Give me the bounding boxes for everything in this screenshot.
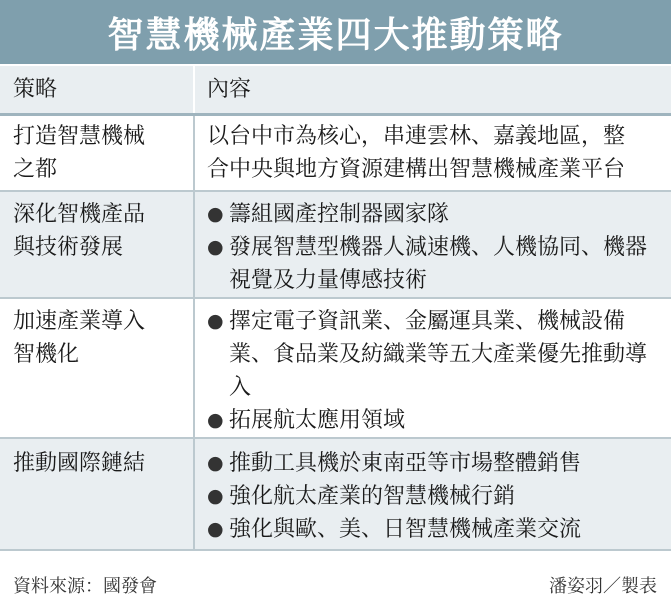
bullet-text: 拓展航太應用領域 [229,408,406,433]
strategy-table [0,66,671,551]
bullet-item [207,198,663,231]
bullet-item [207,404,663,437]
bullet-dot-icon: ● [207,452,224,474]
bullet-item [207,231,663,297]
content-cell [194,191,671,298]
strategy-cell [0,298,194,438]
footer [0,564,671,605]
bullet-item [207,305,663,404]
table-row [0,438,671,550]
bullet-text: 推動工具機於東南亞等市場整體銷售 [229,451,582,476]
bullet-dot-icon: ● [207,203,224,225]
content-cell [194,438,671,550]
bullet-text: 強化與歐、美、日智慧機械產業交流 [229,517,582,542]
bullet-item [207,480,663,513]
strategy-text: 智機化 [13,342,80,367]
bullet-dot-icon: ● [207,485,224,507]
table-row [0,298,671,438]
content-text: 合中央與地方資源建構出智慧機械產業平台 [207,157,626,182]
strategy-cell [0,115,194,192]
bullet-text: 發展智慧型機器人減速機、人機協同、機器視覺及力量傳感技術 [229,235,648,293]
strategy-cell [0,438,194,550]
strategy-text: 推動國際鏈結 [13,451,146,476]
bullet-item [207,513,663,546]
bullet-item [207,447,663,480]
content-text: 以台中市為核心，串連雲林、嘉義地區，整 [207,124,626,149]
strategy-text: 之都 [13,157,58,182]
strategy-text: 加速產業導入 [13,309,146,334]
content-cell [194,115,671,192]
bullet-dot-icon: ● [207,236,224,258]
strategy-text: 深化智機產品 [13,202,146,227]
title-bar [0,0,671,64]
bullet-text: 擇定電子資訊業、金屬運具業、機械設備業、食品業及紡織業等五大產業優先推動導入 [229,309,648,400]
credit-note: 潘姿羽／製表 [549,575,657,597]
header-strategy: 策略 [0,66,194,115]
strategy-text: 打造智慧機械 [13,124,146,149]
bullet-text: 籌組國產控制器國家隊 [229,202,450,227]
page-title: 智慧機械產業四大推動策略 [107,14,564,56]
strategy-text: 與技術發展 [13,235,124,260]
content-cell [194,298,671,438]
table-row [0,115,671,192]
strategy-cell [0,191,194,298]
bullet-dot-icon: ● [207,518,224,540]
source-note: 資料來源：國發會 [13,575,157,597]
bullet-dot-icon: ● [207,409,224,431]
table-header-row [0,66,671,115]
bullet-text: 強化航太產業的智慧機械行銷 [229,484,516,509]
bullet-dot-icon: ● [207,310,224,332]
table-row [0,191,671,298]
header-content: 內容 [194,66,671,115]
